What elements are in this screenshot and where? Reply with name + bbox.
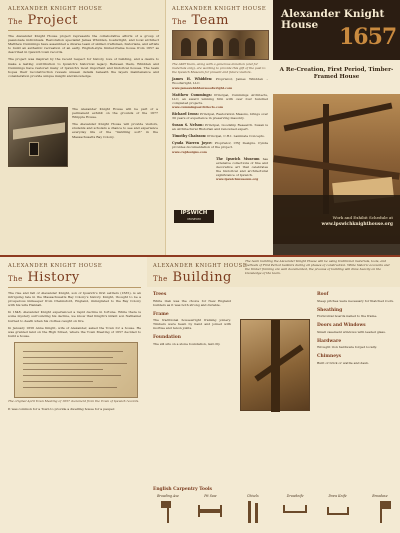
member-link[interactable]: www.jameswhiddenwoodwright.com	[172, 85, 233, 90]
topic-heading: Doors and Windows	[317, 323, 366, 329]
tool-item	[153, 494, 183, 525]
title-block	[273, 0, 400, 255]
team-photo	[172, 30, 269, 60]
member-role: Principal, Goodship Research. Susan is an Architectural Historian and renowned expert.	[172, 123, 269, 132]
topic-heading: Foundation	[153, 335, 181, 341]
town-meeting-document-image	[14, 342, 138, 398]
team-person	[213, 38, 223, 56]
photo-eave	[13, 122, 65, 139]
topic-heading: Roof	[317, 292, 329, 297]
tool-item	[323, 494, 353, 525]
chisel-icon	[238, 499, 268, 525]
tool-label: Broadaxe	[372, 494, 388, 498]
pit-saw-icon	[195, 499, 225, 525]
building-section	[147, 255, 400, 533]
script-line	[23, 375, 121, 377]
topic-text: Built of brick or wattle and daub.	[317, 360, 370, 365]
member-name: Richard Irons:	[172, 111, 199, 116]
member-link[interactable]: www.ipswichmuseum.org	[216, 176, 259, 181]
topic-heading: Trees	[153, 292, 167, 297]
member-name: Timothy Chaisson:	[172, 134, 207, 139]
carpentry-tools	[153, 487, 395, 531]
member-name: Matthew Cummings:	[172, 92, 212, 97]
topic-heading: Hardware	[317, 338, 342, 344]
project-title	[8, 13, 159, 28]
member-link[interactable]: www.cwjdesigns.com	[172, 149, 207, 154]
broadaxe-icon	[365, 499, 395, 525]
project-paragraph-4: The Alexander Knight House will provide visitors, students and scholars a chance to see and experience everyday life of the "middling sort" in the Massachusetts Bay Colony.	[72, 122, 158, 139]
history-paragraph-1: The rise and fall of Alexander Knight, son of Ipswich's first settlers (1635), is an intriguing tale in the Massachusetts Bay Colony's history. Knight, thought to be a prosperous innkeeper from Chelmsford, England, immigrated to the Bay Colony with his wife Hannah.	[8, 291, 141, 308]
project-side-text	[72, 107, 158, 142]
member-name: The Ipswich Museum	[216, 156, 260, 161]
member-role: Principal, Cummings Architects, LLC, an award winning firm with over four hundred completed projects.	[172, 92, 268, 105]
team-member	[172, 93, 268, 109]
building-intro: The team building the Alexander Knight House will be using traditional materials, tools, and methods of First Period builders during all phases of construction. While historic accounts and the timber framing are well documented, the process of building will draw heavily on the knowledge of the team.	[245, 259, 390, 275]
tool-label: Pit Saw	[204, 494, 217, 498]
team-member	[216, 157, 268, 181]
building-topic	[317, 308, 395, 319]
building-topic	[317, 339, 395, 350]
script-line	[23, 381, 93, 383]
member-name: Cynda Warren Joyce:	[172, 141, 213, 146]
building-topic	[317, 354, 395, 365]
draw-knife-icon	[323, 499, 353, 525]
tool-item	[238, 494, 268, 525]
history-section	[0, 255, 147, 533]
building-title-word: Building	[172, 270, 232, 285]
tool-label: Drawknife	[286, 494, 304, 498]
team-member	[172, 77, 268, 89]
script-line	[23, 357, 113, 359]
team-title	[172, 13, 268, 28]
team-title-the: The	[172, 18, 187, 26]
main-title-line-1: Alexander Knight	[281, 8, 385, 20]
photo-beam	[273, 155, 400, 180]
topic-heading: Frame	[153, 311, 169, 317]
member-role: Proprietor, James Whidden – Woodwright, LLC.	[172, 77, 269, 86]
history-rule	[8, 287, 141, 288]
topic-text: Wrought iron hardware forged locally.	[317, 345, 377, 350]
tool-item	[280, 494, 310, 525]
museum-logo-sub: MUSEUM	[187, 217, 201, 221]
building-left-column	[153, 292, 231, 351]
member-role: Proprietor, CWJ Designs. Cynda provides documentation of the project.	[172, 141, 268, 150]
team-kicker: ALEXANDER KNIGHT HOUSE	[172, 6, 267, 12]
team-member	[172, 112, 268, 120]
team-title-word: Team	[191, 13, 229, 28]
project-paragraph-2: The project was inspired by the recent respect for history, love of building, and a desire to make a lasting contribution to Ipswich's historical legacy. Between them, Whidden and Cummings have restored many of Ipswich's most important and historical houses. The team hopes their reconstruction reveals unseen details beneath the layers maintenance and consideration provide unique insight and knowledge.	[8, 57, 159, 78]
team-person	[245, 38, 255, 56]
tool-label: Draw Knife	[328, 494, 347, 498]
history-title-the: The	[8, 275, 23, 283]
project-rule	[8, 30, 159, 31]
script-line	[23, 363, 127, 365]
topic-text: Horizontal boards nailed to the frame.	[317, 314, 378, 319]
member-role: has extensive collections of fine and decorative art that celebrates the historical and architectural significance of Ipswich.	[216, 156, 269, 177]
history-paragraph-2: In 1648, Alexander Knight experienced a rapid decline in fortune. While there is some mystery surrounding his decline, we know that Knight's infant son Nathaniel burned to death when his clothes caught on fire.	[8, 310, 141, 323]
team-person	[181, 38, 191, 56]
team-member	[172, 123, 268, 131]
drawknife-icon	[280, 499, 310, 525]
script-line	[23, 351, 123, 353]
topic-heading: Chimneys	[317, 354, 342, 360]
building-kicker: ALEXANDER KNIGHT HOUSE	[153, 263, 248, 269]
history-paragraph-4: It was common for a Town to provide a dwelling house for a pauper.	[8, 406, 115, 411]
museum-logo-text: IPSWICH	[180, 210, 208, 216]
member-role: Principal, C.H.I. Laminate Concepts.	[207, 134, 265, 139]
member-link[interactable]: www.cummingsarchitects.com	[172, 104, 223, 109]
project-paragraph-3: The Alexander Knight House will be part of a permanent exhibit on the grounds of the 1677 Whipple House.	[72, 107, 158, 120]
building-right-column	[317, 292, 395, 370]
script-line	[23, 387, 117, 389]
tool-label: Broading Axe	[157, 494, 179, 498]
history-caption: The original April Town Meeting of 1657 document from the Town of Ipswich records.	[8, 398, 140, 403]
team-member	[172, 141, 268, 153]
member-name: James H. Whidden:	[172, 77, 213, 82]
workshop-text: Work and Exhibit Schedule at	[332, 215, 393, 220]
script-line	[23, 369, 103, 371]
project-title-the: The	[8, 18, 23, 26]
museum-logo-mark	[174, 210, 214, 223]
frame-joint-photo	[240, 319, 310, 411]
broad-axe-icon	[153, 499, 183, 525]
main-title-year: 1657	[339, 24, 397, 50]
tool-item	[365, 494, 395, 525]
team-caption: The AKH Team, along with a generous donation (and for materials only), are working to provide this gift of the past to the Ipswich Museum for present and future visitors.	[172, 62, 266, 74]
tool-item	[195, 494, 225, 525]
building-title	[153, 270, 247, 285]
ipswich-museum-logo	[174, 210, 216, 250]
building-title-the: The	[153, 275, 168, 283]
project-kicker: ALEXANDER KNIGHT HOUSE	[8, 6, 103, 12]
building-topic	[317, 323, 395, 334]
topic-text: Small casement windows with leaded glass.	[317, 329, 386, 334]
member-role: Principal, Restoration Masons, brings over 30 years of experience in preserving masonry.	[172, 111, 268, 120]
workshop-banner	[273, 195, 400, 255]
team-person	[197, 38, 207, 56]
main-subtitle: A Re-Creation, First Period, Timber-Framed House	[279, 67, 394, 80]
project-title-word: Project	[27, 13, 78, 28]
team-person	[229, 38, 239, 56]
building-heading-group	[153, 263, 247, 285]
project-photo	[8, 107, 68, 167]
history-kicker: ALEXANDER KNIGHT HOUSE	[8, 263, 103, 269]
topic-text: The traditional housewright framing joinery. Timbers were hewn by hand and joined with mortise and tenon joints.	[153, 318, 231, 331]
building-topic	[317, 292, 395, 303]
tools-heading: English Carpentry Tools	[153, 487, 213, 492]
building-topic	[153, 335, 231, 346]
photo-beam	[284, 103, 393, 132]
title-bar	[273, 0, 400, 60]
member-name: Susan S. Nelson:	[172, 123, 204, 128]
history-paragraph-3: In January 1656 Anne Knight, wife of Alexander, asked the Town for a house. He was granted land on the High Street, where the Town Meeting of 1657 decided to build a house.	[8, 325, 141, 338]
building-header	[147, 257, 400, 287]
tool-label: Chisels	[246, 494, 259, 498]
photo-window	[29, 142, 39, 156]
topic-text: White Oak was the choice for New England builders as it was both strong and durable.	[153, 298, 231, 307]
project-paragraph-1: The Alexander Knight House project represents the collaborative efforts of a group of passionate individuals. Restoration specialist James Whidden, boatwright, and local architect Matthew Cummings have assembled a diverse team of skilled craftsmen, historians, and artists to build an authentic recreation of an early, English-style timber-frame house from 1657 as described in Ipswich town records.	[8, 34, 159, 55]
topic-text: Steep pitches were necessary for thatched roofs.	[317, 298, 394, 303]
main-title-line-2: House	[281, 19, 319, 31]
workshop-link[interactable]: www.ipswichknighthouse.org	[321, 222, 393, 227]
team-member	[172, 134, 268, 138]
history-title	[8, 270, 141, 285]
history-title-word: History	[27, 270, 80, 285]
tools-row	[153, 494, 395, 525]
building-topic	[153, 312, 231, 331]
topic-text: The sill sits on a stone foundation, laid dry.	[153, 341, 221, 346]
building-topic	[153, 292, 231, 307]
topic-heading: Sheathing	[317, 307, 343, 313]
